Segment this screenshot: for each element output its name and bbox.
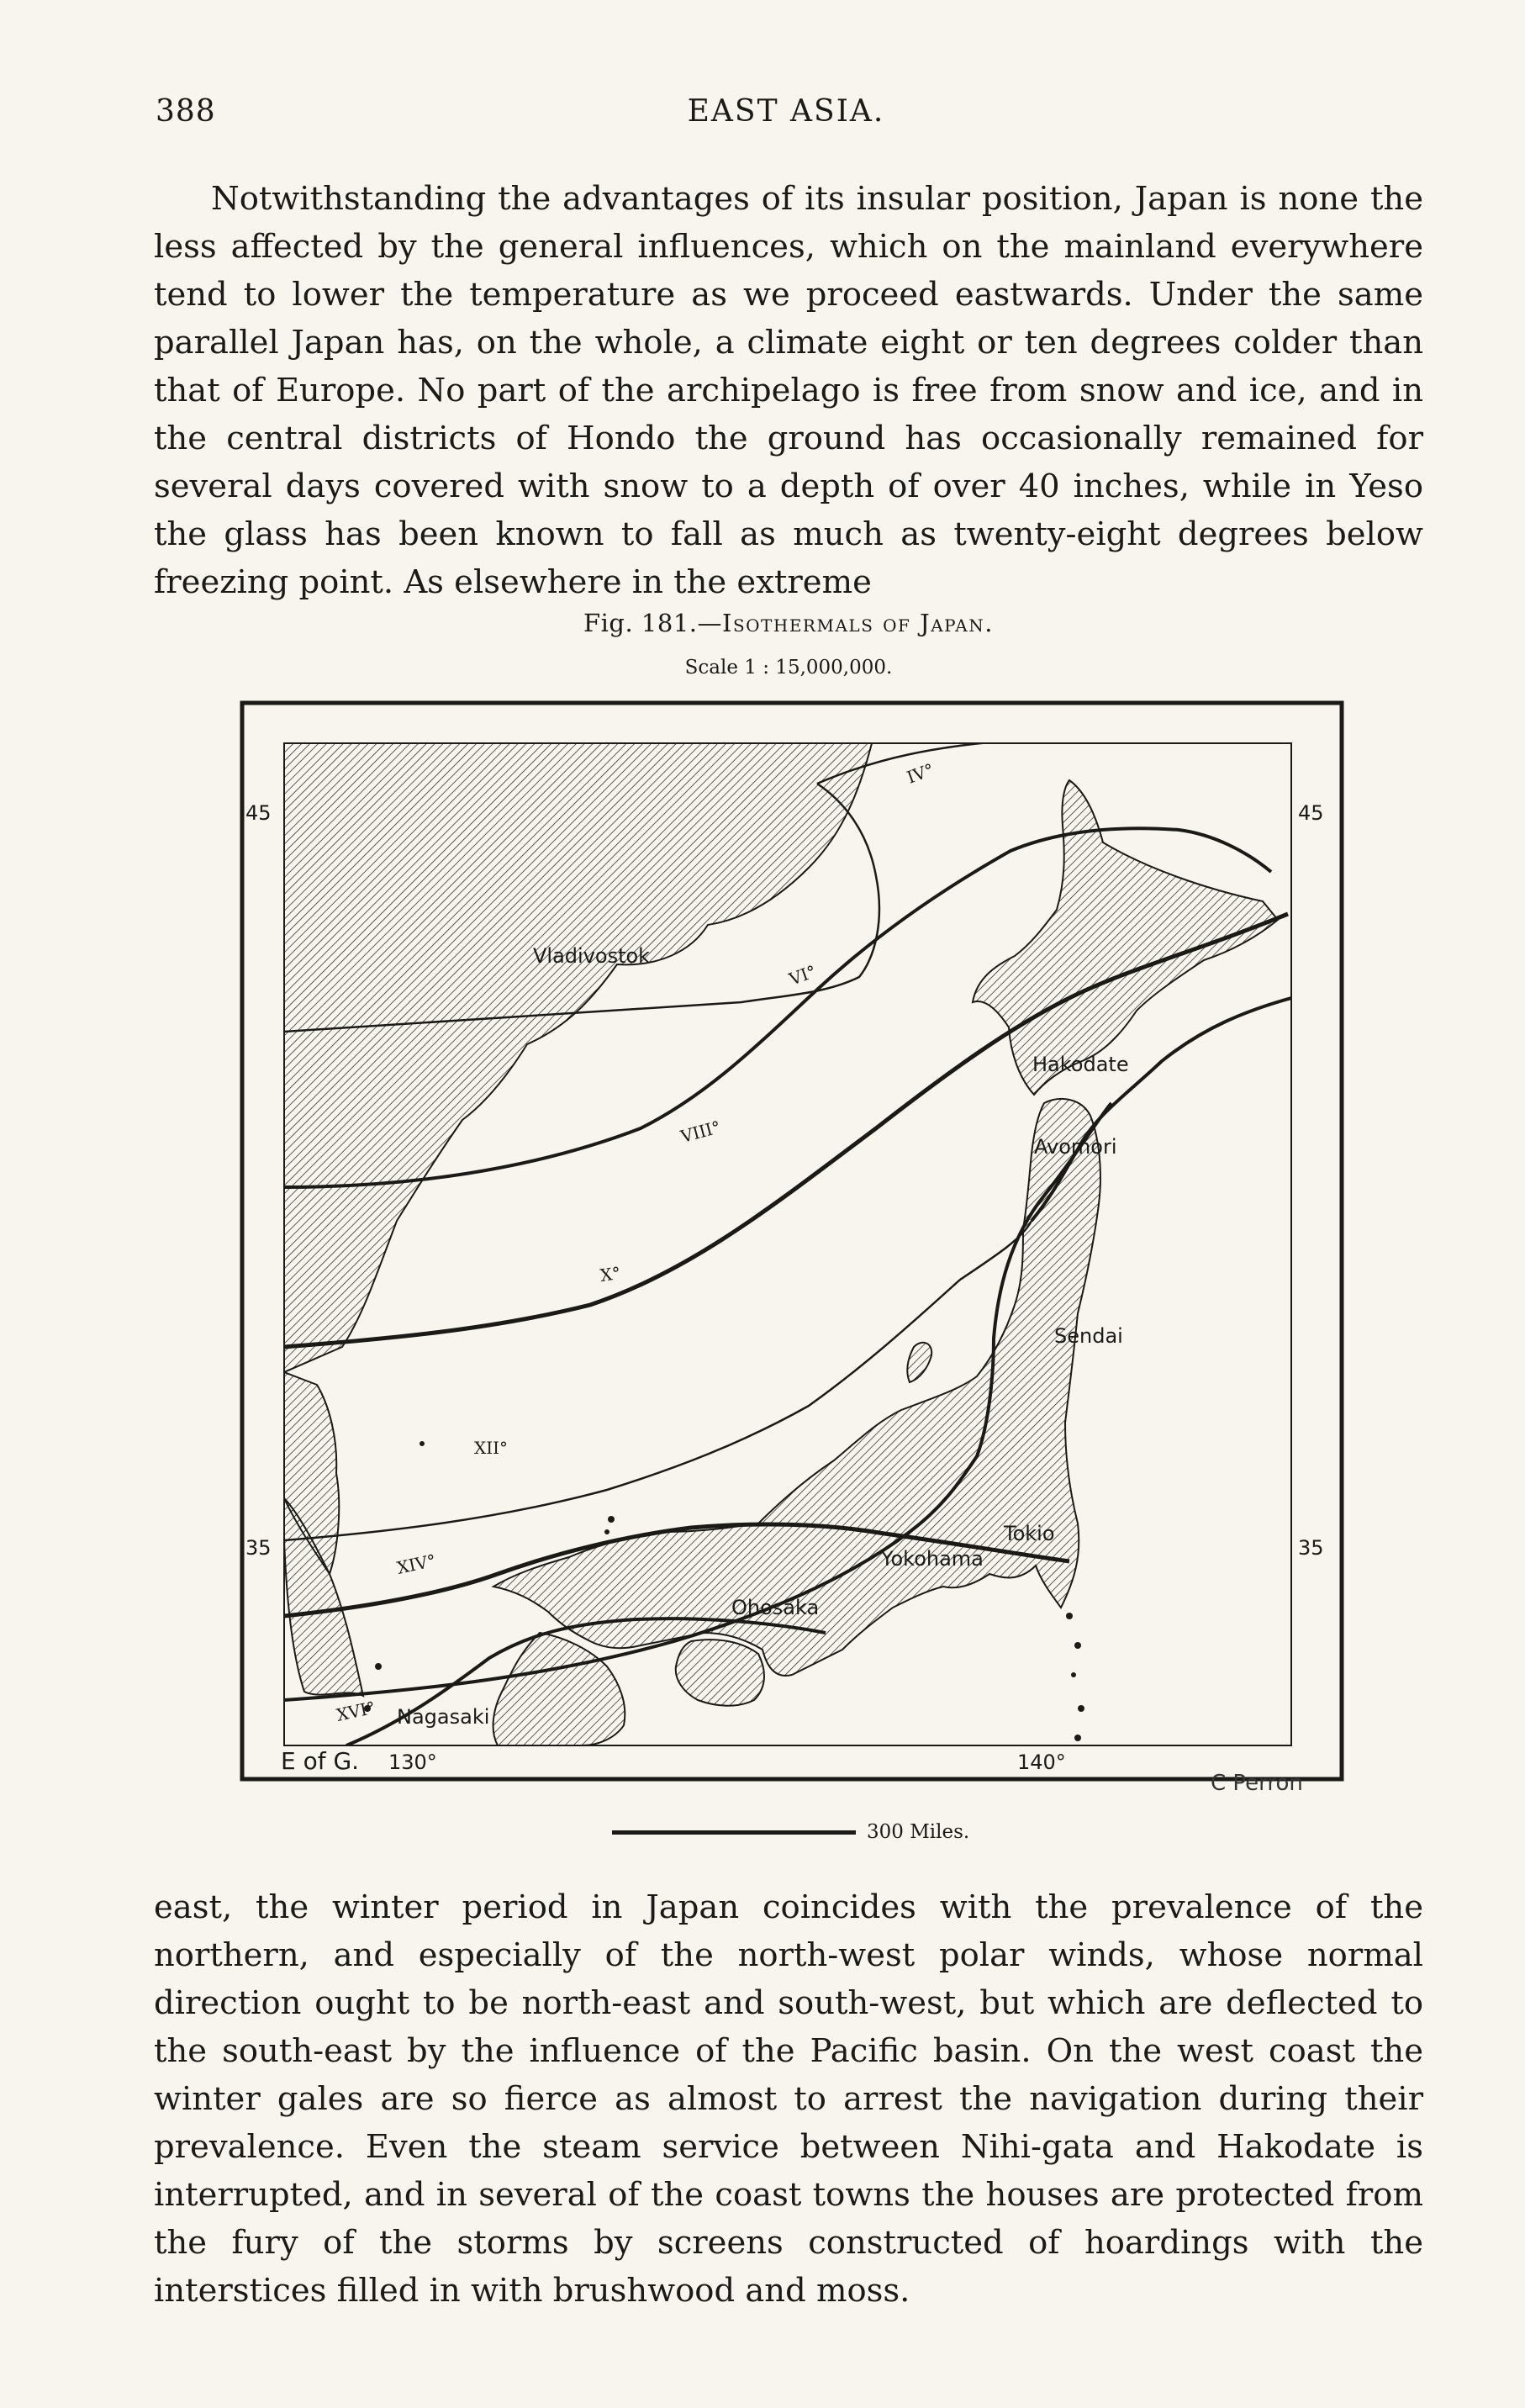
kiushiu-island (493, 1633, 625, 1745)
city-tokio: Tokio (1004, 1522, 1055, 1545)
lon-140: 140° (1017, 1751, 1066, 1774)
scale-bar-label: 300 Miles. (867, 1821, 970, 1843)
map-corner-label: E of G. (281, 1747, 360, 1775)
paragraph-bottom: east, the winter period in Japan coincides with the prevalence of the northern, and especially of the north-west polar winds, whose normal direction ought to be north-east and south-west, but which are deflected to the south-east by the influence of the Pacific basin. On the west coast the winter gales are so fierce as almost to arrest the navigation during their prevalence. Even the steam service between Nihi-gata and Hakodate is interrupted, and in several of the coast towns the houses are protected from the fury of the storms by screens constructed of hoardings with the interstices filled in with brushwood and moss. (154, 1888, 1423, 2310)
city-aomori: Avomori (1034, 1135, 1117, 1159)
city-nagasaki: Nagasaki (397, 1705, 490, 1729)
city-ohosaka: Ohosaka (731, 1596, 820, 1619)
city-hakodate: Hakodate (1032, 1053, 1129, 1076)
sado-island (907, 1343, 931, 1382)
isotherm-label-xiv: XIV° (395, 1550, 438, 1578)
isotherm-label-xvi: XVI° (335, 1697, 377, 1725)
map-svg (237, 700, 1347, 1793)
lat-45-right: 45 (1298, 801, 1324, 825)
city-sendai: Sendai (1054, 1324, 1123, 1348)
isotherm-map (237, 700, 1347, 1793)
city-vladivostok: Vladivostok (533, 944, 651, 968)
figure-caption-title: Isothermals of Japan. (722, 609, 994, 637)
isotherm-label-xii: XII° (474, 1438, 509, 1458)
isotherm-label-iv: IV° (904, 759, 937, 788)
asian-mainland (284, 743, 872, 1372)
paragraph-top: Notwithstanding the advantages of its insular position, Japan is none the less affected by the general influences, which on the mainland everywhere tend to lower the temperature as we proceed eastwards. Under the same parallel Japan has, on the whole, a climate eight or ten degrees colder than that of Europe. No part of the archipelago is free from snow and ice, and in the central districts of Hondo the ground has occasionally remained for several days covered with snow to a depth of over 40 inches, while in Yeso the glass has been known to fall as much as twenty-eight degrees below freezing point. As elsewhere in the extreme (154, 180, 1423, 601)
lat-45-left: 45 (245, 801, 272, 825)
engraver-credit: C Perron (1211, 1771, 1303, 1796)
isotherm-label-x: X° (599, 1262, 622, 1286)
figure-caption (154, 609, 1423, 637)
lat-35-right: 35 (1298, 1536, 1324, 1560)
page-header (156, 94, 1417, 145)
shikoku-island (676, 1640, 764, 1706)
isotherm-label-vi: VI° (786, 961, 820, 990)
city-yokohama: Yokohama (881, 1547, 984, 1571)
lon-130: 130° (388, 1751, 437, 1774)
scale-bar (612, 1830, 856, 1835)
figure-caption-prefix: Fig. 181.— (583, 609, 722, 637)
page-number: 388 (156, 94, 216, 129)
running-head: EAST ASIA. (687, 94, 885, 129)
isotherm-label-viii: VIII° (678, 1117, 723, 1147)
lat-35-left: 35 (245, 1536, 272, 1560)
figure-scale: Scale 1 : 15,000,000. (684, 657, 893, 679)
